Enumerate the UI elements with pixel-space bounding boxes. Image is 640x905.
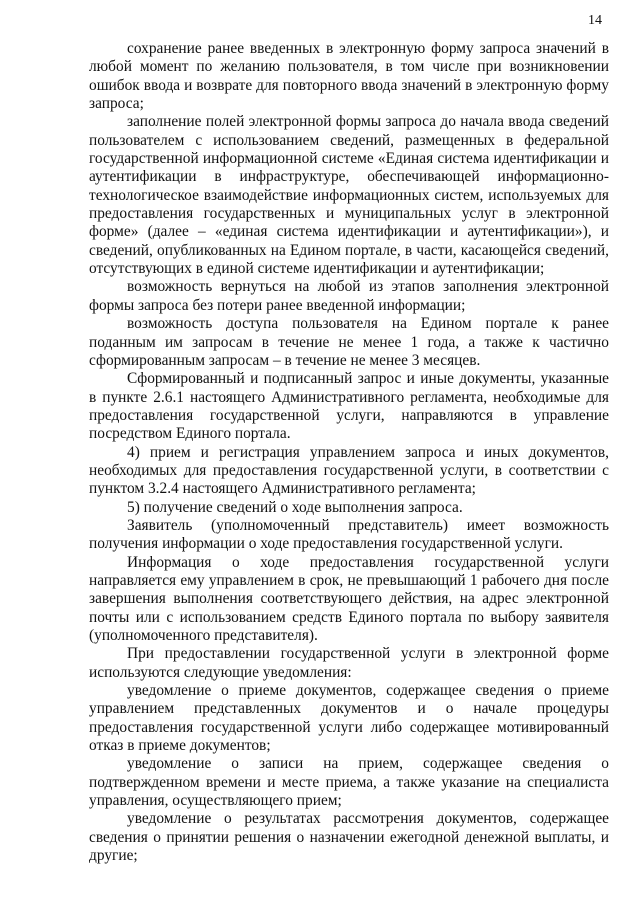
paragraph-9: Информация о ходе предоставления государственной услуги направляется ему управлением в срок, не превышающий 1 рабочего дня после завершения выполнения соответствующего действия, на адрес электронной почты или с использованием средств Единого портала по выбору заявителя (уполномоченного представителя). xyxy=(89,553,609,644)
page-number: 14 xyxy=(588,13,602,28)
paragraph-2: заполнение полей электронной формы запроса до начала ввода сведений пользователем с использованием сведений, размещенных в федеральной государственной информационной системе «Единая система идентификации и аутентификации в инфраструктуре, обеспечивающей информационно-технологическое взаимодействие информационных систем, используемых для предоставления государственных и муниципальных услуг в электронной форме» (далее – «единая система идентификации и аутентификации»), и сведений, опубликованных на Едином портале, в части, касающейся сведений, отсутствующих в единой системе идентификации и аутентификации; xyxy=(89,113,609,278)
paragraph-7: 5) получение сведений о ходе выполнения запроса. xyxy=(127,498,463,516)
paragraph-4: возможность доступа пользователя на Едином портале к ранее поданным им запросам в течение не менее 1 года, а также к частично сформированным запросам – в течение не менее 3 месяцев. xyxy=(89,315,609,369)
paragraph-8: Заявитель (уполномоченный представитель) имеет возможность получения информации о ходе предоставления государственной услуги. xyxy=(89,516,609,553)
paragraph-5: Сформированный и подписанный запрос и иные документы, указанные в пункте 2.6.1 настоящего Административного регламента, необходимые для предоставления государственной услуги, направляются в управление посредством Единого портала. xyxy=(89,370,609,443)
paragraph-1: сохранение ранее введенных в электронную форму запроса значений в любой момент по желанию пользователя, в том числе при возникновении ошибок ввода и возврате для повторного ввода значений в электронную форму запроса; xyxy=(89,40,609,113)
paragraph-12: уведомление о записи на прием, содержащее сведения о подтвержденном времени и месте приема, а также указание на специалиста управления, осуществляющего прием; xyxy=(89,755,609,810)
document-body xyxy=(89,40,609,865)
paragraph-13: уведомление о результатах рассмотрения документов, содержащее сведения о принятии решения о назначении ежегодной денежной выплаты, и другие; xyxy=(89,810,609,865)
paragraph-11: уведомление о приеме документов, содержащее сведения о приеме управлением представленных документов и о начале процедуры предоставления государственной услуги либо содержащее мотивированный отказ в приеме документов; xyxy=(89,682,609,755)
paragraph-10: При предоставлении государственной услуги в электронной форме используются следующие уведомления: xyxy=(89,645,609,681)
paragraph-6: 4) прием и регистрация управлением запроса и иных документов, необходимых для предоставления государственной услуги, в соответствии с пунктом 3.2.4 настоящего Административного регламента; xyxy=(89,443,609,498)
paragraph-3: возможность вернуться на любой из этапов заполнения электронной формы запроса без потери ранее введенной информации; xyxy=(89,278,609,314)
